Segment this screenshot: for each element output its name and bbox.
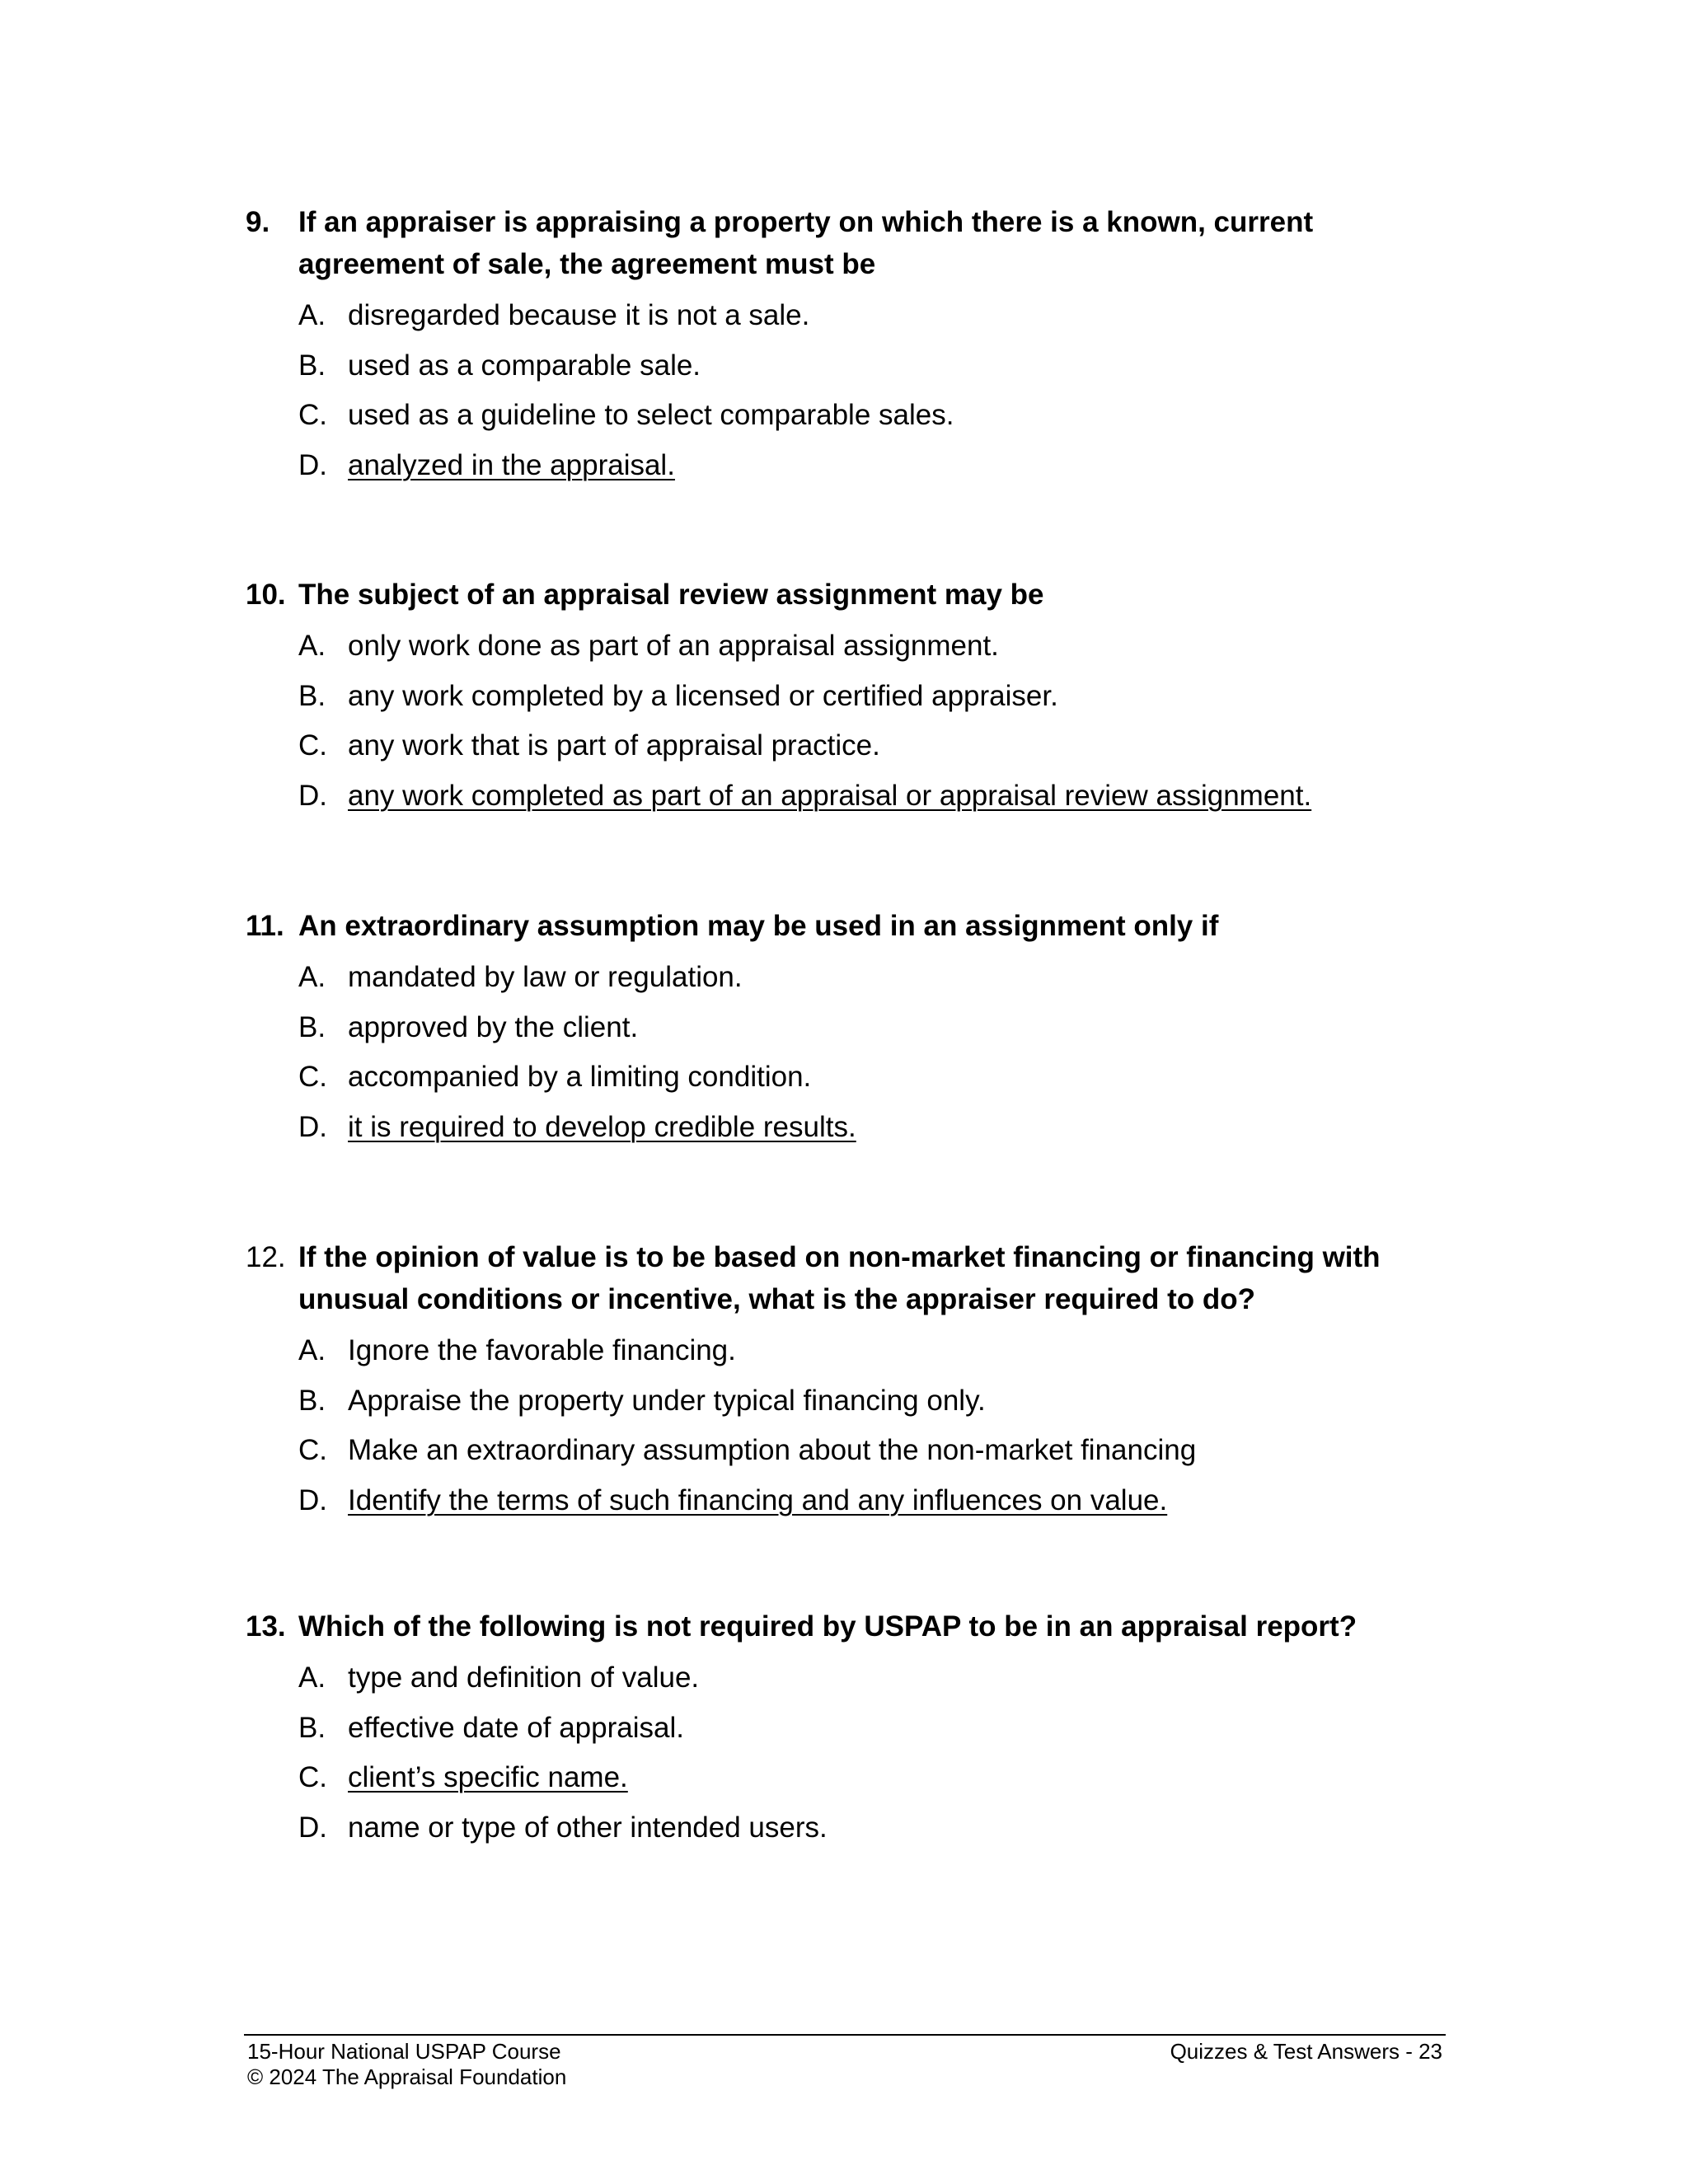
correct-answer-text: Identify the terms of such financing and any influences on value.	[348, 1483, 1168, 1516]
option-letter: D.	[298, 448, 327, 481]
option-letter: B.	[298, 349, 326, 382]
option-letter: B.	[298, 679, 326, 712]
option-letter: B.	[298, 1384, 326, 1417]
option-letter: B.	[298, 1010, 326, 1043]
answer-option-c	[298, 396, 1441, 447]
question-stem	[246, 1605, 1441, 1647]
option-text: Make an extraordinary assumption about the non-market financing	[348, 1434, 1197, 1466]
question-number: 9.	[246, 206, 270, 238]
answer-option-c	[298, 727, 1441, 777]
question-number: 10.	[246, 579, 286, 611]
answer-options	[298, 1659, 1441, 1858]
answer-option-d	[298, 447, 1441, 497]
answer-option-d	[298, 1108, 1441, 1159]
option-text: any work completed by a licensed or certified appraiser.	[348, 679, 1058, 712]
answer-option-a	[298, 627, 1441, 677]
option-letter: C.	[298, 399, 327, 431]
option-letter: B.	[298, 1711, 326, 1744]
answer-option-b	[298, 1009, 1441, 1059]
correct-answer-text: client’s specific name.	[348, 1761, 628, 1793]
option-letter: D.	[298, 1483, 327, 1516]
option-letter: A.	[298, 961, 326, 993]
correct-answer-text: any work completed as part of an appraisal or appraisal review assignment.	[348, 779, 1312, 812]
question-9	[246, 201, 1441, 496]
question-stem	[246, 201, 1441, 285]
option-letter: A.	[298, 299, 326, 331]
question-number: 11.	[246, 910, 284, 942]
footer-copyright: © 2024 The Appraisal Foundation	[247, 2064, 567, 2089]
answer-option-b	[298, 1709, 1441, 1760]
option-letter: D.	[298, 1811, 327, 1844]
footer-page-label: Quizzes & Test Answers - 23	[1170, 2039, 1442, 2064]
question-stem	[246, 574, 1441, 616]
question-text: If the opinion of value is to be based on non-market financing or financing with unusual conditions or incentive, what is the appraiser required to do?	[298, 1241, 1381, 1315]
option-letter: C.	[298, 729, 327, 762]
option-letter: C.	[298, 1061, 327, 1093]
question-text: An extraordinary assumption may be used in an assignment only if	[298, 910, 1219, 942]
answer-options	[298, 958, 1441, 1158]
option-text: name or type of other intended users.	[348, 1811, 828, 1844]
option-text: approved by the client.	[348, 1010, 639, 1043]
answer-options	[298, 1332, 1441, 1531]
question-text: Which of the following is not required by USPAP to be in an appraisal report?	[298, 1610, 1357, 1643]
option-text: disregarded because it is not a sale.	[348, 299, 810, 331]
footer-course-title: 15-Hour National USPAP Course	[247, 2039, 561, 2064]
option-text: effective date of appraisal.	[348, 1711, 684, 1744]
option-text: accompanied by a limiting condition.	[348, 1061, 812, 1093]
answer-option-c	[298, 1759, 1441, 1809]
answer-option-b	[298, 677, 1441, 728]
option-text: used as a comparable sale.	[348, 349, 701, 382]
question-text: If an appraiser is appraising a property on which there is a known, current agreement of sale, the agreement must be	[298, 206, 1314, 280]
question-text: The subject of an appraisal review assignment may be	[298, 579, 1044, 611]
option-text: type and definition of value.	[348, 1661, 700, 1694]
option-letter: D.	[298, 1110, 327, 1143]
option-text: Ignore the favorable financing.	[348, 1334, 736, 1366]
answer-options	[298, 297, 1441, 496]
question-stem	[246, 1236, 1441, 1320]
correct-answer-text: it is required to develop credible results.	[348, 1110, 856, 1143]
option-text: Appraise the property under typical financing only.	[348, 1384, 986, 1417]
option-letter: A.	[298, 1334, 326, 1366]
option-letter: A.	[298, 630, 326, 662]
question-12	[246, 1236, 1441, 1531]
question-10	[246, 574, 1441, 827]
correct-answer	[298, 1484, 1167, 1516]
answer-option-a	[298, 958, 1441, 1009]
question-stem	[246, 905, 1441, 947]
answer-options	[298, 627, 1441, 827]
option-text: only work done as part of an appraisal assignment.	[348, 630, 999, 662]
answer-option-a	[298, 1332, 1441, 1382]
footer-row	[244, 2036, 1446, 2064]
option-letter: D.	[298, 779, 327, 812]
option-text: any work that is part of appraisal practice.	[348, 729, 880, 762]
answer-option-c	[298, 1432, 1441, 1482]
question-number: 12.	[246, 1241, 286, 1273]
correct-answer-text: analyzed in the appraisal.	[348, 448, 675, 481]
answer-option-d	[298, 1809, 1441, 1859]
answer-option-d	[298, 777, 1441, 827]
option-letter: C.	[298, 1761, 327, 1793]
option-text: mandated by law or regulation.	[348, 961, 743, 993]
answer-option-d	[298, 1482, 1441, 1532]
answer-option-a	[298, 1659, 1441, 1709]
question-number: 13.	[246, 1610, 286, 1643]
option-letter: C.	[298, 1434, 327, 1466]
page-footer	[244, 2034, 1446, 2090]
answer-option-a	[298, 297, 1441, 347]
option-text: used as a guideline to select comparable sales.	[348, 399, 954, 431]
question-13	[246, 1605, 1441, 1858]
question-11	[246, 905, 1441, 1158]
option-letter: A.	[298, 1661, 326, 1694]
answer-option-c	[298, 1058, 1441, 1108]
answer-option-b	[298, 1382, 1441, 1432]
answer-option-b	[298, 347, 1441, 397]
